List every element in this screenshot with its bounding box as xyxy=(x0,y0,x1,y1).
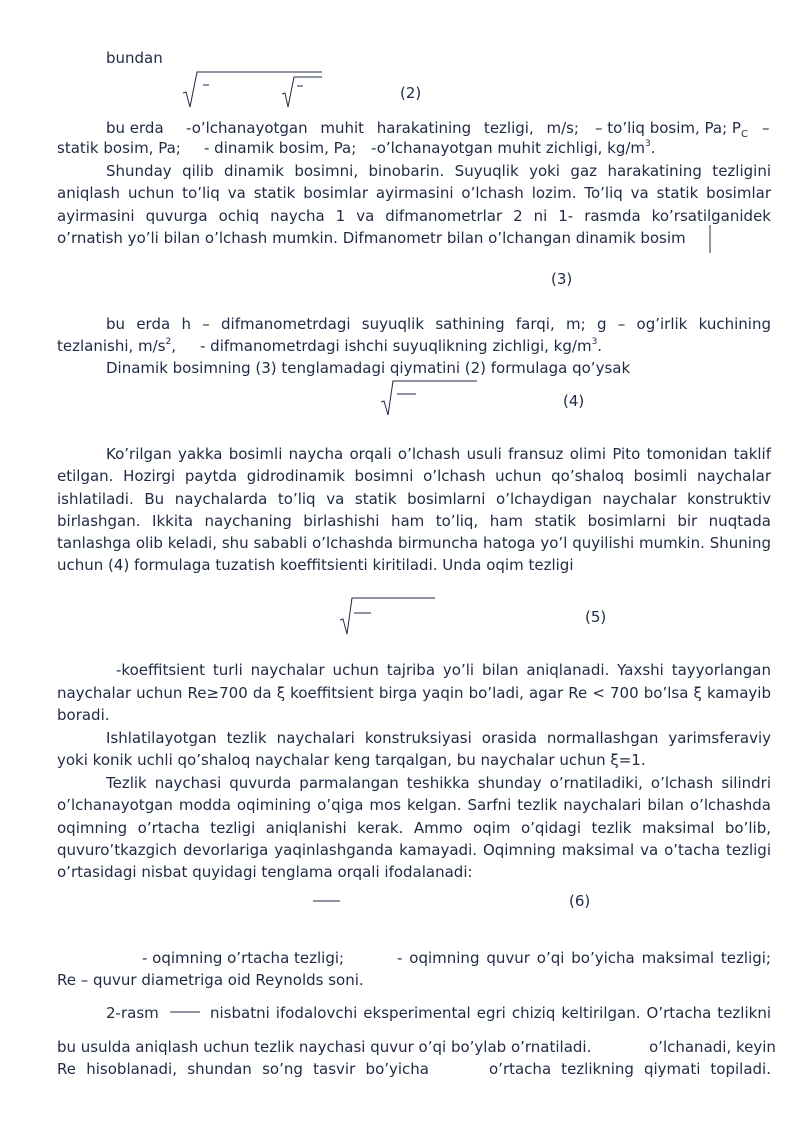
text-fragment: bu usulda aniqlash uchun tezlik naychasi quvur o’qi bo’ylab o’rnatiladi. xyxy=(57,1038,592,1056)
paragraph-line xyxy=(57,1003,771,1023)
paragraph-line: birlashgan. Ikkita naychaning birlashishi ham to’liq, ham statik bosimlarni bir nuqtada xyxy=(57,512,771,530)
text-fragment xyxy=(371,138,656,158)
paragraph-line: naychalar uchun Re≥700 da ξ koeffitsient birga yaqin bo’ladi, agar Re < 700 bo’lsa ξ kamayib xyxy=(57,684,771,702)
paragraph-line: -koeffitsient turli naychalar uchun tajriba yo’li bilan aniqlanadi. Yaxshi tayyorlangan xyxy=(116,661,771,679)
paragraph-line xyxy=(57,118,771,138)
paragraph-line: Ko’rilgan yakka bosimli naycha orqali o’lchash usuli fransuz olimi Pito tomonidan taklif xyxy=(106,445,771,463)
text-fragment: - oqimning o’rtacha tezligi; xyxy=(142,949,345,967)
paragraph-line: boradi. xyxy=(57,706,110,724)
text-fragment: bu erda xyxy=(106,119,164,137)
text-fragment: nisbatni ifodalovchi eksperimental egri chiziq keltirilgan. O’rtacha tezlikni xyxy=(210,1004,771,1022)
paragraph-line: uchun (4) formulaga tuzatish koeffitsienti kiritiladi. Unda oqim tezligi xyxy=(57,556,574,574)
superscript: 2 xyxy=(165,337,172,347)
equation-number-2: (2) xyxy=(400,84,422,102)
paragraph-line: etilgan. Hozirgi paytda gidrodinamik bosimni o’lchash uchun qo’shaloq bosimli naychalar xyxy=(57,467,771,485)
paragraph-line: Shunday qilib dinamik bosimni, binobarin. Suyuqlik yoki gaz harakatining tezligini xyxy=(106,162,771,180)
paragraph-line: oqimning o’rtacha tezligi aniqlanishi kerak. Ammo oqim o’qidagi tezlik maksimal bo’lib, xyxy=(57,819,771,837)
paragraph-line: ayirmasini quvurga ochiq naycha 1 va difmanometrlar 2 ni 1- rasmda ko’rsatilganidek xyxy=(57,207,771,225)
text-fragment: Re hisoblanadi, shundan so’ng tasvir bo’yicha xyxy=(57,1060,429,1078)
text-fragment xyxy=(200,336,602,356)
paragraph-line xyxy=(57,138,771,158)
text-fragment xyxy=(57,336,176,356)
text-fragment: o’lchanadi, keyin xyxy=(649,1038,776,1056)
text-fragment: - difmanometrdagi ishchi suyuqlikning zichligi, kg/m xyxy=(200,337,592,355)
paragraph-line: quvuro’tkazgich devorlariga yaqinlashganda kamayadi. Oqimning maksimal va o’tacha tezligi xyxy=(57,841,771,859)
paragraph-line: ishlatiladi. Bu naychalarda to’liq va statik bosimlarni o’lchaydigan naychalar konstruktiv xyxy=(57,490,771,508)
paragraph-line: Ishlatilayotgan tezlik naychalari konstruksiyasi orasida normallashgan yarimsferaviy xyxy=(106,729,771,747)
text-fragment: o’rtacha tezlikning qiymati topiladi. xyxy=(489,1060,771,1078)
superscript: 3 xyxy=(591,337,598,347)
text-fragment: . xyxy=(650,139,656,157)
text-fragment: - oqimning quvur o’qi bo’yicha maksimal tezligi; xyxy=(397,949,771,967)
text-fragment: -o’lchanayotgan muhit harakatining tezligi, m/s; xyxy=(186,119,579,137)
text-bundan: bundan xyxy=(106,49,163,67)
paragraph-line: yoki konik uchli qo’shaloq naychalar keng tarqalgan, bu naychalar uchun ξ=1. xyxy=(57,751,646,769)
text-fragment: – to’liq bosim, Pa; P xyxy=(595,119,741,137)
paragraph-line: Dinamik bosimning (3) tenglamadagi qiymatini (2) formulaga qo’ysak xyxy=(106,359,631,377)
paragraph-line: bu erda h – difmanometrdagi suyuqlik sathining farqi, m; g – og’irlik kuchining xyxy=(106,315,771,333)
text-fragment: - dinamik bosim, Pa; xyxy=(204,139,357,157)
formula-ratio-fraction-bar xyxy=(0,0,1,1)
equation-number-4: (4) xyxy=(563,392,585,410)
text-fragment: , xyxy=(171,337,177,355)
superscript: 3 xyxy=(645,139,651,149)
equation-number-5: (5) xyxy=(585,608,607,626)
paragraph-line: aniqlash uchun to’liq va statik bosimlar ayirmasini o’lchash lozim. To’liq va statik bosimlar xyxy=(57,184,771,202)
text-fragment: tezlanishi, m/s xyxy=(57,337,166,355)
paragraph-line xyxy=(57,336,771,356)
paragraph-line xyxy=(57,1059,771,1079)
text-fragment: – xyxy=(762,119,770,137)
paragraph-line: Tezlik naychasi quvurda parmalangan teshikka shunday o’rnatiladiki, o’lchash silindri xyxy=(106,774,771,792)
equation-number-3: (3) xyxy=(551,270,573,288)
paragraph-line xyxy=(57,948,771,968)
paragraph-line: tanlashga olib keladi, shu sababli o’lchashda birmuncha hatoga yo’l quyilishi mumkin. Shuning xyxy=(57,534,771,552)
text-fragment: 2-rasm xyxy=(106,1004,159,1022)
text-fragment: . xyxy=(597,337,603,355)
paragraph-line xyxy=(57,1037,776,1057)
text-fragment xyxy=(595,118,748,138)
subscript: C xyxy=(740,129,748,140)
paragraph-line: Re – quvur diametriga oid Reynolds soni. xyxy=(57,971,364,989)
equation-number-6: (6) xyxy=(569,892,591,910)
paragraph-line: o’lchanayotgan modda oqimining o’qiga mos kelgan. Sarfni tezlik naychalari bilan o’lchashda xyxy=(57,796,771,814)
text-fragment: -o’lchanayotgan muhit zichligi, kg/m xyxy=(371,139,646,157)
paragraph-line: o’rnatish yo’li bilan o’lchash mumkin. Difmanometr bilan o’lchangan dinamik bosim xyxy=(57,229,686,247)
text-fragment: statik bosim, Pa; xyxy=(57,139,181,157)
paragraph-line: o’rtasidagi nisbat quyidagi tenglama orqali ifodalanadi: xyxy=(57,863,473,881)
